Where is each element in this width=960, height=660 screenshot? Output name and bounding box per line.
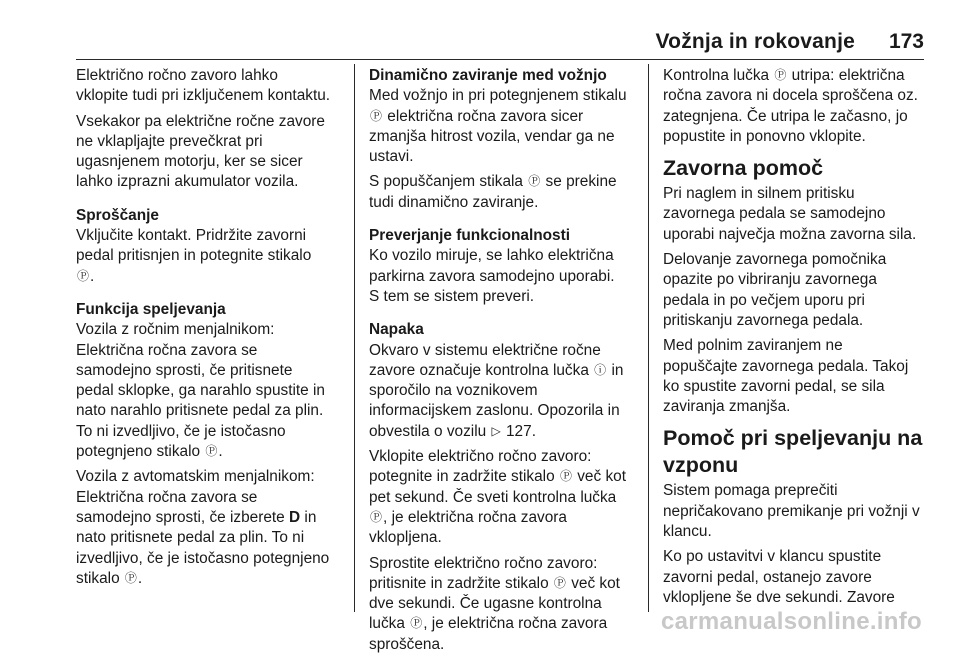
- site-watermark: carmanualsonline.info: [660, 608, 922, 635]
- text-run: .: [218, 443, 223, 461]
- paragraph: [76, 320, 348, 462]
- subheading-fault: Napaka: [369, 321, 424, 339]
- text-run: .: [531, 422, 536, 440]
- paragraph: [369, 172, 641, 213]
- text-run: se prekine tudi dinamično zaviranje.: [369, 173, 617, 211]
- text-run: Sprostite električno ročno zavoro: pritisnite in zadržite stikalo: [369, 554, 598, 592]
- text-run: električna ročna zavora sicer zmanjša hitrost vozila, vendar ga ne ustavi.: [369, 107, 615, 166]
- column-divider: [354, 64, 355, 612]
- text-run: utripa: električna ročna zavora ni docela sproščena oz. zategnjena. Če utripa le začasno, jo popustite in ponovno vklopite.: [663, 67, 918, 145]
- header-rule: [76, 59, 924, 60]
- column-2: [369, 66, 641, 660]
- paragraph: Ko po ustavitvi v klancu spustite zavorni pedal, ostanejo zavore vklopljene še dve sekundi. Zavore: [663, 548, 895, 606]
- paragraph: Ko vozilo miruje, se lahko električna parkirna zavora samodejno uporabi. S tem se sistem preveri.: [369, 247, 615, 305]
- subheading-dynamic-braking: Dinamično zaviranje med vožnjo: [369, 67, 607, 84]
- text-run: Vozila z ročnim menjalnikom: Električna ročna zavora se samodejno sprosti, če pritisnete pedal sklopke, ga narahlo spustite in nato narahlo pritisnete pedal za plin. To ni izvedljivo, če je istočasno potegnjeno stikalo: [76, 321, 325, 461]
- page-number: 173: [888, 30, 924, 53]
- subheading-function-check: Preverjanje funkcionalnosti: [369, 227, 570, 245]
- subheading-drive-off: Funkcija speljevanja: [76, 300, 226, 318]
- paragraph: [369, 86, 641, 167]
- page-header: [0, 30, 960, 56]
- page-reference[interactable]: 127: [506, 422, 532, 440]
- paragraph: [369, 554, 641, 655]
- text-run: , je električna ročna zavora sproščena.: [369, 615, 608, 653]
- heading-brake-assist: Zavorna pomoč: [663, 156, 824, 181]
- text-run: .: [137, 569, 143, 587]
- parking-brake-icon: Ⓟ: [77, 268, 90, 283]
- text-run: več kot pet sekund. Če sveti kontrolna lučka: [369, 468, 626, 506]
- parking-brake-icon: Ⓟ: [124, 570, 137, 585]
- heading-hill-start-assist: Pomoč pri speljevanju na vzponu: [663, 426, 923, 478]
- text-run: .: [90, 267, 95, 285]
- paragraph: [76, 467, 348, 589]
- parking-brake-icon: Ⓟ: [553, 575, 566, 590]
- column-1: [76, 66, 348, 594]
- text-run: in nato pritisnete pedal za plin. To ni izvedljivo, če je istočasno potegnjeno stikalo: [76, 508, 330, 587]
- parking-brake-icon: Ⓟ: [205, 444, 218, 459]
- paragraph: [76, 226, 348, 287]
- parking-brake-icon: Ⓟ: [410, 616, 423, 631]
- gear-letter: D: [289, 508, 301, 526]
- paragraph: Sistem pomaga preprečiti nepričakovano premikanje pri vožnji v klancu.: [663, 482, 920, 541]
- text-run: , je električna ročna zavora vklopljena.: [369, 508, 567, 547]
- text-run: Vozila z avtomatskim menjalnikom: Električna ročna zavora se samodejno sprosti, če izberete: [76, 468, 315, 526]
- parking-brake-icon: Ⓟ: [370, 509, 383, 524]
- paragraph: Delovanje zavornega pomočnika opazite po vibriranju zavornega pedala in po večjem uporu pri pritiskanju zavornega pedala.: [663, 251, 887, 329]
- reference-arrow-icon: ▷: [491, 423, 501, 438]
- paragraph: Pri naglem in silnem pritisku zavornega pedala se samodejno uporabi največja možna zavorna sila.: [663, 185, 917, 243]
- column-3: [663, 66, 935, 613]
- subheading-release: Sproščanje: [76, 206, 159, 224]
- text-run: več kot dve sekundi. Če ugasne kontrolna lučka: [369, 574, 620, 633]
- parking-brake-icon: Ⓟ: [370, 108, 383, 123]
- warning-lamp-icon: ⓘ: [594, 362, 607, 377]
- text-run: in sporočilo na voznikovem informacijskem zaslonu. Opozorila in obvestila o vozilu: [369, 361, 624, 440]
- paragraph: Električno ročno zavoro lahko vklopite tudi pri izključenem kontaktu.: [76, 67, 331, 105]
- parking-brake-icon: Ⓟ: [774, 68, 787, 82]
- text-run: S popuščanjem stikala: [369, 173, 528, 191]
- parking-brake-icon: Ⓟ: [528, 174, 541, 189]
- text-run: Med vožnjo in pri potegnjenem stikalu: [369, 87, 627, 105]
- column-divider: [648, 64, 649, 612]
- paragraph: [369, 447, 641, 548]
- section-title: Vožnja in rokovanje: [655, 30, 855, 53]
- text-run: Vključite kontakt. Pridržite zavorni pedal pritisnjen in potegnite stikalo: [76, 227, 312, 265]
- parking-brake-icon: Ⓟ: [559, 469, 572, 484]
- paragraph: [663, 66, 935, 147]
- text-run: Okvaro v sistemu električne ročne zavore označuje kontrolna lučka: [369, 341, 601, 379]
- text-run: Vklopite električno ročno zavoro: potegnite in zadržite stikalo: [369, 448, 592, 486]
- paragraph: Vsekakor pa električne ročne zavore ne vklapljajte prevečkrat pri ugasnjenem motorju, ker se sicer lahko izprazni akumulator vozila.: [76, 112, 325, 191]
- paragraph: Med polnim zaviranjem ne popuščajte zavornega pedala. Takoj ko spustite zavorni pedal, se sila zaviranja zmanjša.: [663, 337, 909, 416]
- paragraph: [369, 341, 641, 442]
- text-run: Kontrolna lučka: [663, 67, 774, 84]
